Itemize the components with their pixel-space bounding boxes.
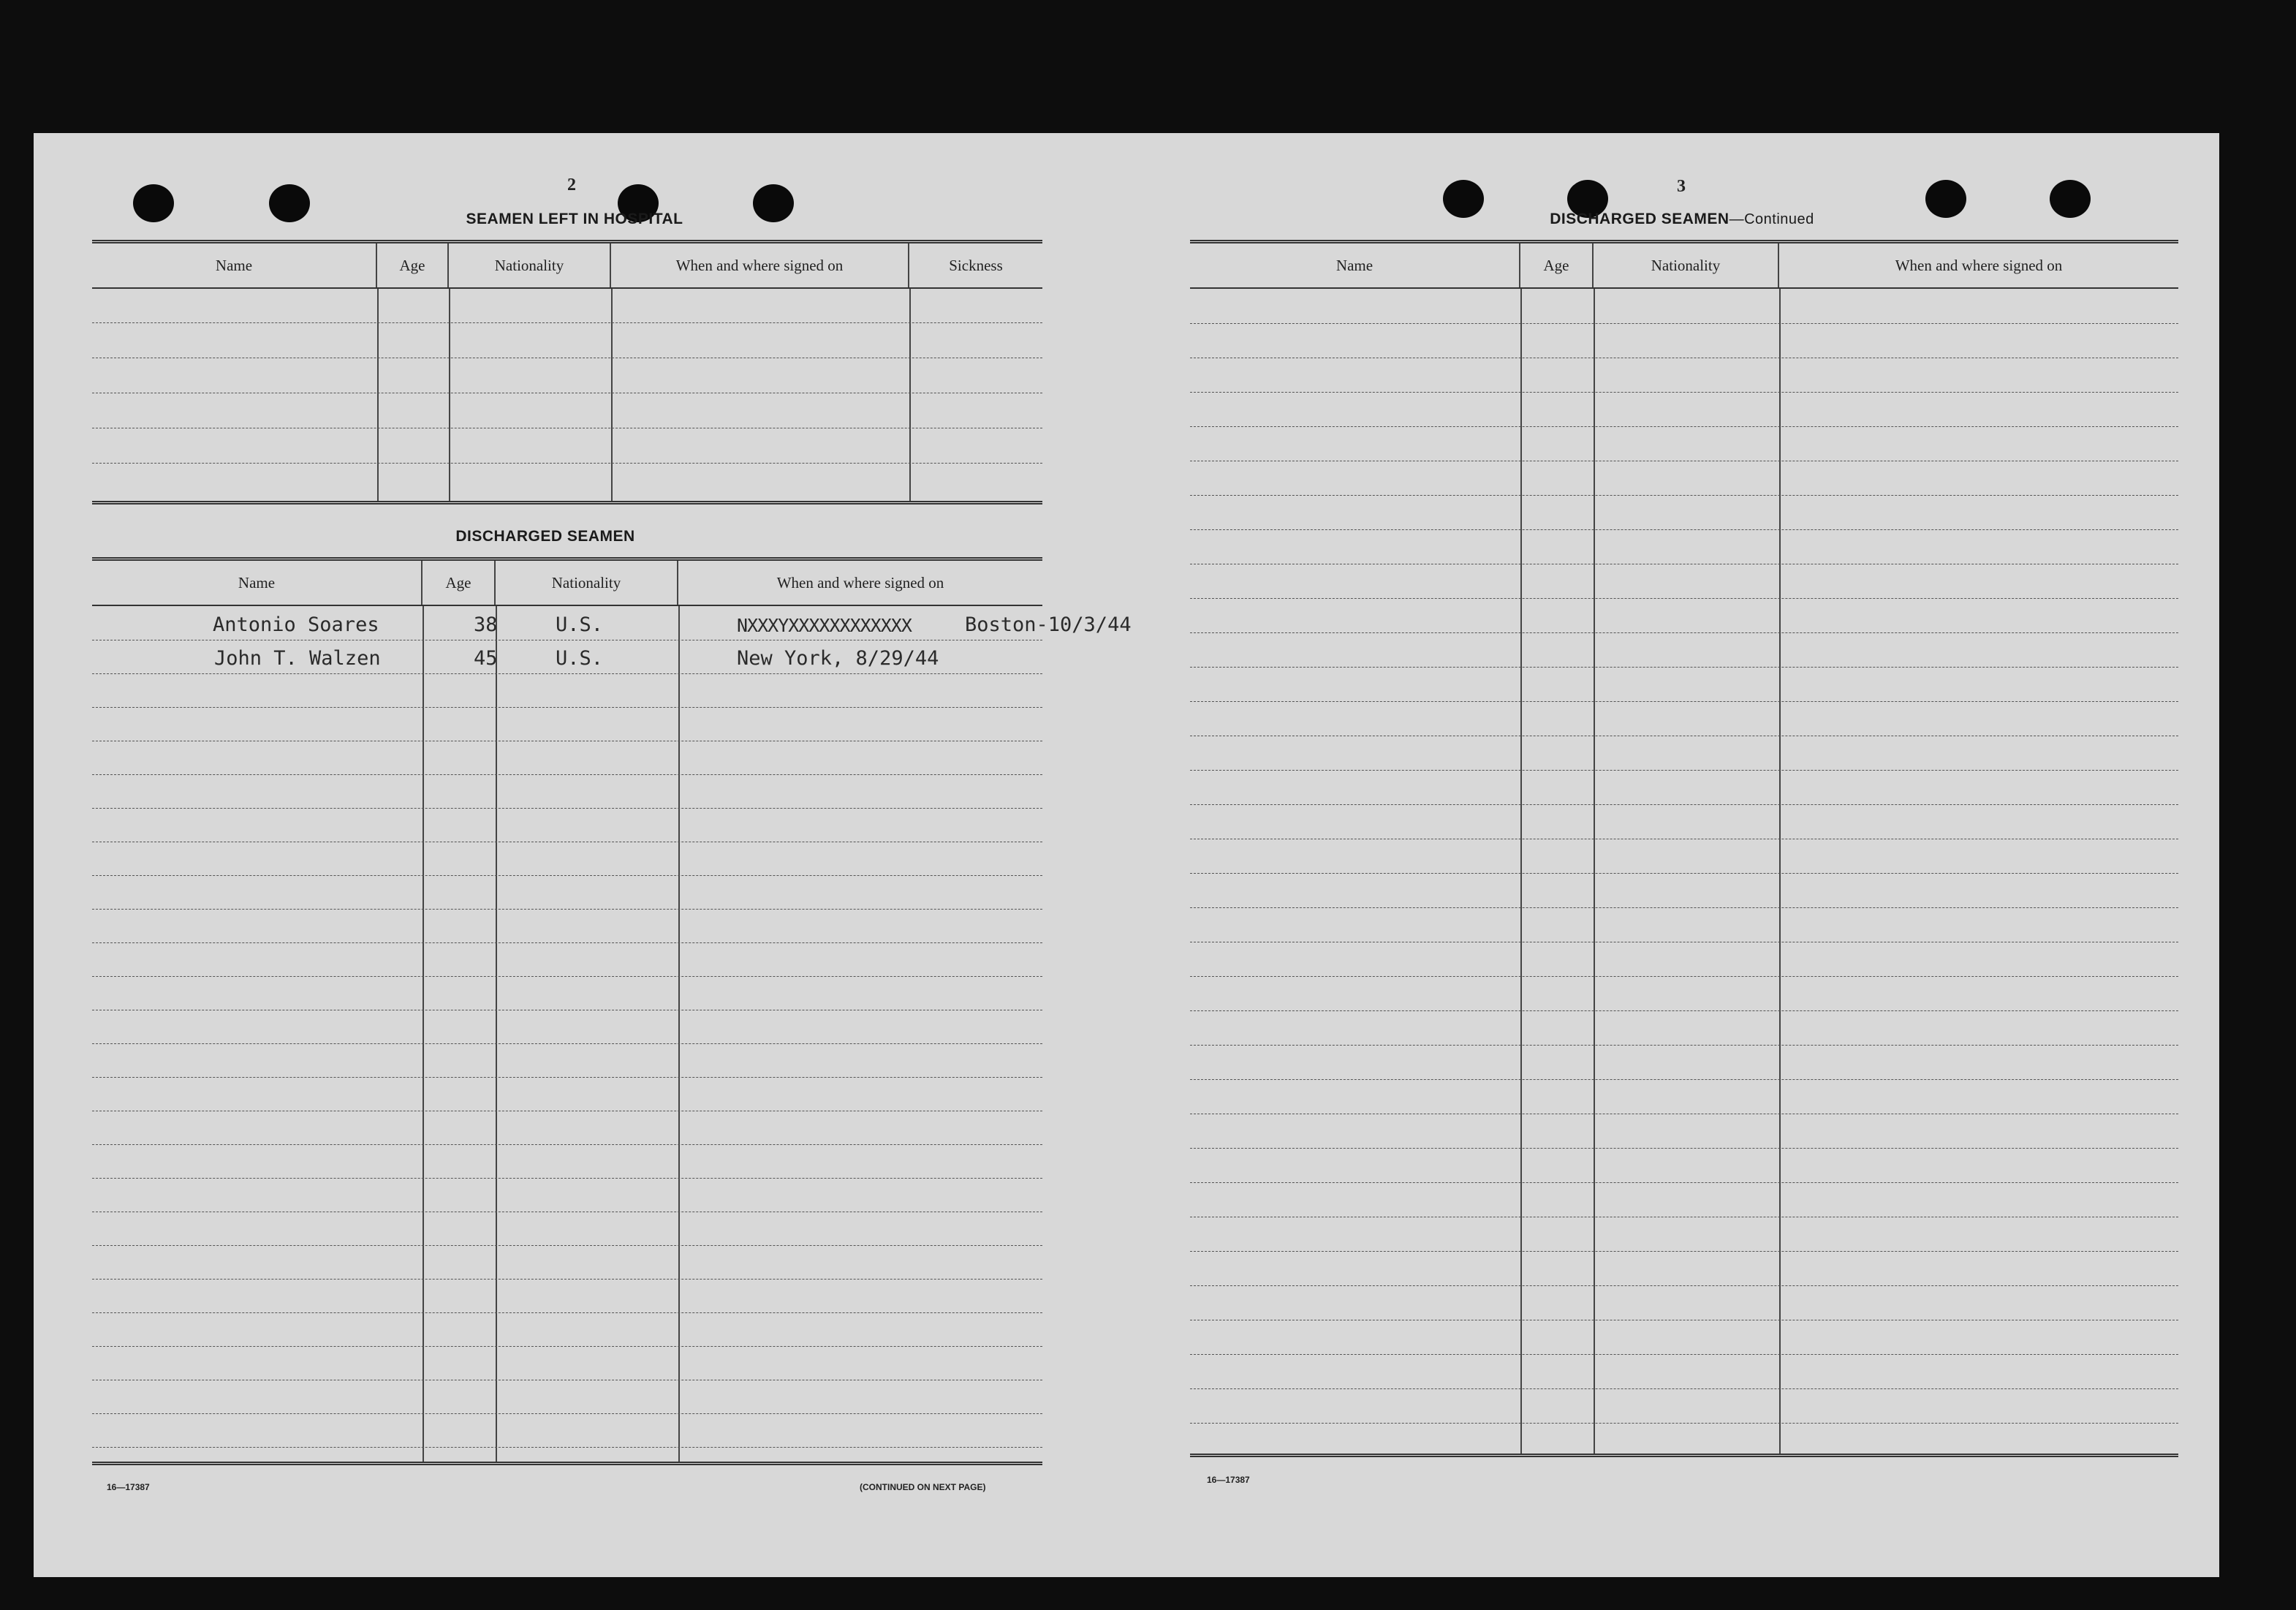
table-row <box>92 707 1042 741</box>
table-row <box>1190 358 2178 393</box>
table-bottom-rule <box>92 501 1042 504</box>
discharged-continued-title <box>1488 211 1876 228</box>
table-row <box>1190 598 2178 633</box>
hospital-table-body <box>92 289 1042 501</box>
table-row <box>92 393 1042 428</box>
form-number: 16—17387 <box>1207 1475 1250 1485</box>
table-row <box>1190 1320 2178 1355</box>
table-row <box>1190 632 2178 668</box>
entry-nationality: U.S. <box>556 613 604 636</box>
table-row <box>1190 289 2178 324</box>
table-row <box>1190 1354 2178 1389</box>
table-row <box>1190 770 2178 805</box>
table-row <box>1190 426 2178 461</box>
discharged-table-body <box>92 606 1132 1462</box>
column-header: Sickness <box>949 256 1003 274</box>
table-row <box>1190 1285 2178 1320</box>
discharged-table <box>92 557 1132 1610</box>
table-row <box>1190 907 2178 942</box>
entry-signed-on: Boston-10/3/44 <box>965 613 1132 636</box>
table-row <box>1190 1045 2178 1080</box>
entry-nationality: U.S. <box>556 647 604 670</box>
table-row <box>1190 529 2178 564</box>
table-row <box>92 1212 1042 1246</box>
hospital-table-header <box>92 240 1042 289</box>
punch-hole <box>133 184 174 222</box>
entry-struck-text: NXXXYXXXXXXXXXXXX <box>737 615 912 636</box>
table-row <box>1190 701 2178 736</box>
table-row <box>1190 667 2178 702</box>
table-row <box>1190 323 2178 358</box>
table-row <box>92 322 1042 358</box>
table-row <box>92 428 1042 464</box>
document-page <box>34 133 2219 1577</box>
column-header: When and where signed on <box>776 573 944 592</box>
discharged-continued-header <box>1190 240 2178 289</box>
table-row <box>1190 736 2178 771</box>
table-row <box>92 1279 1042 1313</box>
table-row <box>92 1245 1042 1280</box>
table-row <box>92 1413 1042 1448</box>
column-header: Nationality <box>496 561 678 605</box>
table-row <box>92 1010 1042 1044</box>
table-row <box>92 1077 1042 1111</box>
table-row <box>92 358 1042 393</box>
punch-hole <box>2050 180 2091 218</box>
table-row <box>92 842 1042 876</box>
form-number: 16—17387 <box>107 1482 150 1492</box>
punch-hole <box>269 184 310 222</box>
left-page-number: 2 <box>567 175 576 194</box>
discharged-section-title: DISCHARGED SEAMEN <box>455 528 635 545</box>
entry-signed-on: New York, 8/29/44 <box>737 647 939 670</box>
table-row <box>92 774 1042 809</box>
table-row <box>1190 873 2178 908</box>
right-page-number: 3 <box>1677 177 1686 196</box>
table-row <box>92 1111 1042 1145</box>
table-row <box>1190 1182 2178 1217</box>
column-header: Nationality <box>1594 243 1779 287</box>
table-row <box>92 808 1042 842</box>
column-header: Name <box>1190 243 1520 287</box>
discharged-continued-table <box>1190 240 2178 1468</box>
entry-age: 45 <box>474 647 498 670</box>
column-header: Name <box>92 243 377 287</box>
table-bottom-rule <box>92 1462 1042 1465</box>
column-header: Age <box>377 243 449 287</box>
table-row <box>1190 1148 2178 1183</box>
table-row <box>92 673 1042 708</box>
table-row <box>1190 839 2178 874</box>
table-row <box>92 1380 1042 1414</box>
column-header: Name <box>92 561 423 605</box>
table-row <box>1190 1388 2178 1424</box>
table-row <box>1190 804 2178 839</box>
table-bottom-rule <box>1190 1454 2178 1457</box>
table-row <box>92 976 1042 1010</box>
table-row <box>92 289 1042 323</box>
entry-name: Antonio Soares <box>213 613 379 636</box>
table-row <box>92 1312 1042 1347</box>
table-row <box>92 1178 1042 1212</box>
table-row <box>1190 976 2178 1011</box>
punch-hole <box>1925 180 1966 218</box>
table-row <box>1190 942 2178 977</box>
table-row <box>1190 564 2178 599</box>
table-row <box>1190 1114 2178 1149</box>
discharged-continued-body <box>1190 289 2178 1454</box>
table-row <box>1190 495 2178 530</box>
column-header: Nationality <box>449 243 611 287</box>
column-header: Age <box>423 561 496 605</box>
table-row <box>1190 1251 2178 1286</box>
column-header: When and where signed on <box>611 243 909 287</box>
column-header: When and where signed on <box>1895 256 2063 274</box>
table-row <box>92 1346 1042 1380</box>
entry-age: 38 <box>474 613 498 636</box>
table-row <box>1190 1010 2178 1046</box>
discharged-table-header <box>92 557 1042 606</box>
table-row <box>1190 1079 2178 1114</box>
table-row <box>1190 1217 2178 1252</box>
table-row <box>92 1043 1042 1078</box>
entry-name: John T. Walzen <box>214 647 381 670</box>
title-suffix: —Continued <box>1729 211 1814 227</box>
title-text: DISCHARGED SEAMEN <box>1550 211 1729 227</box>
punch-hole <box>1443 180 1484 218</box>
table-row <box>92 875 1042 910</box>
column-header: Age <box>1520 243 1594 287</box>
continued-note: (CONTINUED ON NEXT PAGE) <box>860 1482 986 1492</box>
table-row <box>92 741 1042 775</box>
hospital-section-title: SEAMEN LEFT IN HOSPITAL <box>466 211 683 227</box>
hospital-table <box>92 240 1042 507</box>
table-row <box>1190 461 2178 496</box>
table-row <box>92 942 1042 977</box>
table-row <box>92 1144 1042 1179</box>
table-row <box>1190 392 2178 427</box>
table-row <box>92 909 1042 943</box>
